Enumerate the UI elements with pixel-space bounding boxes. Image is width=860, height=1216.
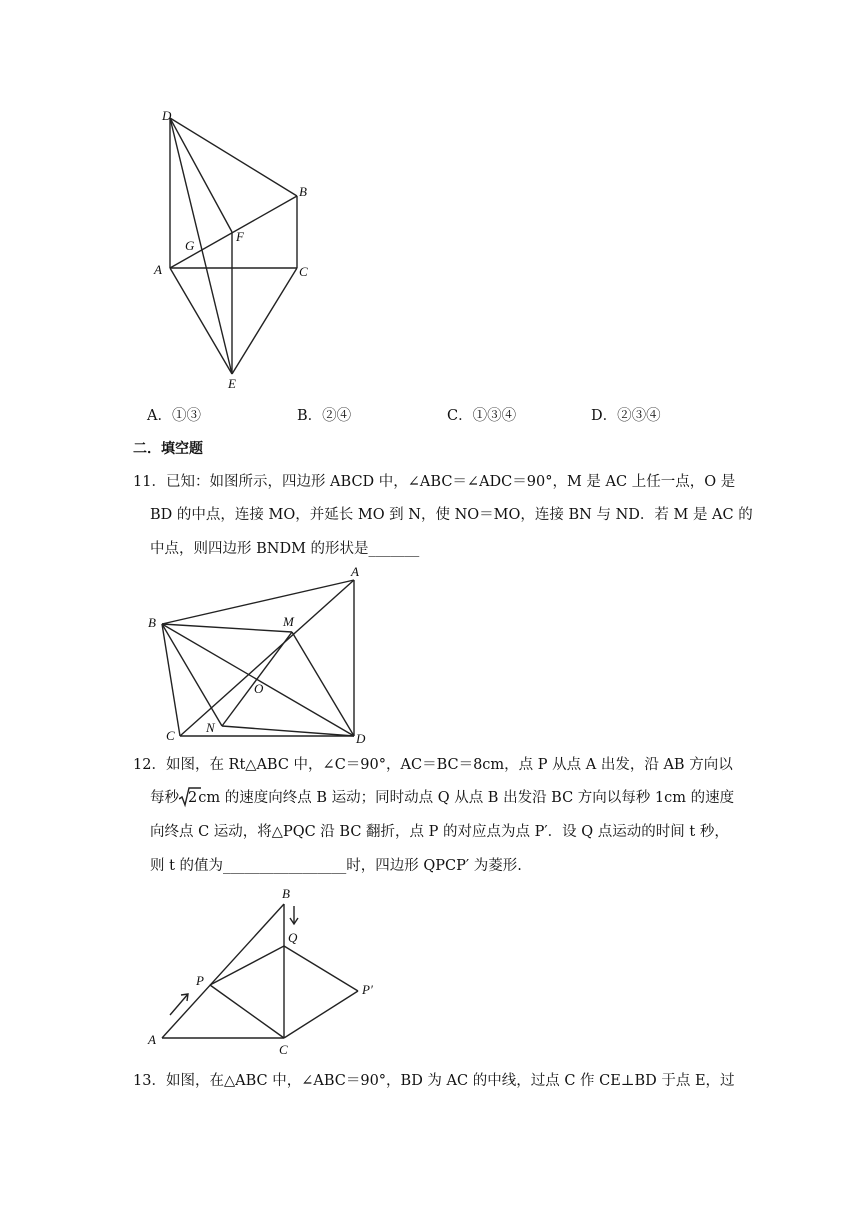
edge-BM <box>162 624 292 632</box>
edge-DF <box>170 118 232 232</box>
label-E: E <box>228 376 236 391</box>
edge-BA <box>162 580 354 624</box>
q11-figure <box>140 562 380 752</box>
edge-DB <box>170 118 297 196</box>
edge-CE <box>232 268 297 374</box>
option-letter: A． <box>147 408 172 424</box>
edge-AB <box>162 904 284 1038</box>
label-N: N <box>206 720 215 735</box>
q12-figure <box>140 878 390 1068</box>
q11-line2: BD 的中点，连接 MO，并延长 MO 到 N，使 NO＝MO，连接 BN 与 ND．若 M 是 AC 的 <box>150 507 753 523</box>
edge-ND <box>222 726 354 736</box>
label-A: A <box>154 262 162 277</box>
option-letter: D． <box>591 408 618 424</box>
q11-line1: 11．已知：如图所示，四边形 ABCD 中，∠ABC＝∠ADC＝90°，M 是 AC 上任一点，O 是 <box>133 474 736 490</box>
edge-BN <box>162 624 222 726</box>
label-P-prime: P′ <box>362 982 373 997</box>
edge-AE <box>170 268 232 374</box>
option-a[interactable] <box>147 404 201 425</box>
label-C: C <box>166 728 175 743</box>
edge-MD <box>292 632 354 736</box>
option-text: ①③ <box>171 408 201 424</box>
sqrt-radicand: 2 <box>188 790 198 806</box>
option-text: ①③④ <box>472 408 517 424</box>
q13-line1: 13．如图，在△ABC 中，∠ABC＝90°，BD 为 AC 的中线，过点 C 作 CE⊥BD 于点 E，过 <box>133 1073 735 1089</box>
edge-NM <box>222 632 292 726</box>
label-C: C <box>279 1042 288 1057</box>
section-heading: 二．填空题 <box>133 441 203 457</box>
label-O: O <box>254 681 264 696</box>
label-P: P <box>196 973 204 988</box>
label-A: A <box>351 564 359 579</box>
q12-line2-post: cm 的速度向终点 B 运动；同时动点 Q 从点 B 出发沿 BC 方向以每秒 1cm 的速度 <box>198 790 735 806</box>
q12-line4: 则 t 的值为_________________时，四边形 QPCP′ 为菱形. <box>150 858 522 874</box>
q12-line2-pre: 每秒 <box>150 790 179 806</box>
label-A: A <box>148 1032 156 1047</box>
edge-CP2 <box>284 991 358 1038</box>
q10-options <box>147 404 767 426</box>
option-text: ②④ <box>322 408 352 424</box>
q12-line3: 向终点 C 运动，将△PQC 沿 BC 翻折，点 P 的对应点为点 P′．设 Q 点运动的时间 t 秒， <box>150 824 729 840</box>
option-letter: C． <box>447 408 473 424</box>
label-D: D <box>162 108 172 123</box>
edge-BD <box>162 624 354 736</box>
q11-line3: 中点，则四边形 BNDM 的形状是_______ <box>150 541 420 557</box>
option-c[interactable] <box>447 404 516 425</box>
q12-line1: 12．如图，在 Rt△ABC 中，∠C＝90°，AC＝BC＝8cm，点 P 从点 A 出发，沿 AB 方向以 <box>133 757 733 773</box>
option-text: ②③④ <box>617 408 661 424</box>
label-F: F <box>236 229 244 244</box>
label-B: B <box>282 886 290 901</box>
label-C: C <box>299 264 308 279</box>
label-B: B <box>299 184 307 199</box>
label-M: M <box>283 614 294 629</box>
label-D: D <box>356 731 366 746</box>
option-letter: B． <box>297 408 323 424</box>
edge-BC <box>162 624 180 736</box>
label-Q: Q <box>288 930 298 945</box>
edge-AB <box>170 196 297 268</box>
q10-figure <box>140 100 330 400</box>
q12-line2 <box>150 788 734 808</box>
edge-DE <box>170 118 232 374</box>
edge-PQ <box>210 946 284 985</box>
edge-QP2 <box>284 946 358 991</box>
label-G: G <box>185 238 195 253</box>
sqrt-symbol <box>179 788 198 808</box>
label-B: B <box>148 615 156 630</box>
option-d[interactable] <box>591 404 661 425</box>
edge-AC <box>180 580 354 736</box>
edge-PC <box>210 985 284 1038</box>
option-b[interactable] <box>297 404 351 425</box>
